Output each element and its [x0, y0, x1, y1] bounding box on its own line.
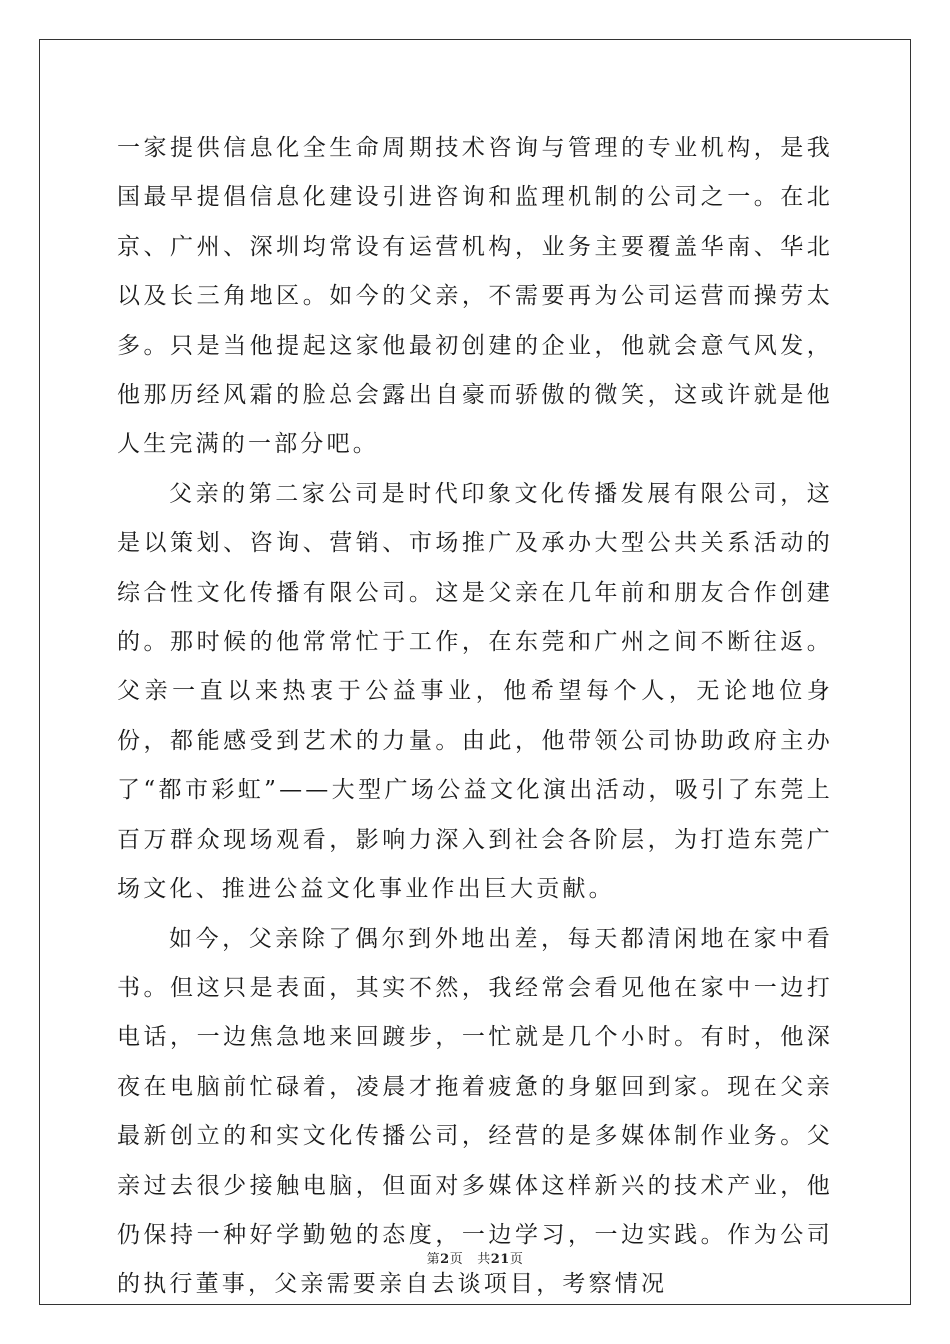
paragraph-3: 如今，父亲除了偶尔到外地出差，每天都清闲地在家中看书。但这只是表面，其实不然，我经常会看见他在家中一边打电话，一边焦急地来回踱步，一忙就是几个小时。有时，他深夜在电脑前忙碌着，凌晨才拖着疲惫的身躯回到家。现在父亲最新创立的和实文化传播公司，经营的是多媒体制作业务。父亲过去很少接触电脑，但面对多媒体这样新兴的技术产业，他仍保持一种好学勤勉的态度，一边学习，一边实践。作为公司的执行董事，父亲需要亲自去谈项目，考察情况 — [117, 925, 833, 1298]
total-prefix: 共 — [477, 1252, 491, 1267]
page-suffix: 页 — [449, 1252, 464, 1267]
total-pages: 21 — [490, 1252, 510, 1267]
page-footer — [0, 1248, 950, 1267]
page-number: 2 — [440, 1252, 450, 1267]
paragraph-1: 一家提供信息化全生命周期技术咨询与管理的专业机构，是我国最早提倡信息化建设引进咨询和监理机制的公司之一。在北京、广州、深圳均常设有运营机构，业务主要覆盖华南、华北以及长三角地区。如今的父亲，不需要再为公司运营而操劳太多。只是当他提起这家他最初创建的企业，他就会意气风发，他那历经风霜的脸总会露出自豪而骄傲的微笑，这或许就是他人生完满的一部分吧。 — [117, 135, 833, 458]
document-body — [117, 124, 833, 1310]
total-suffix: 页 — [509, 1252, 524, 1267]
page-prefix: 第 — [426, 1252, 441, 1267]
paragraph-2: 父亲的第二家公司是时代印象文化传播发展有限公司，这是以策划、咨询、营销、市场推广及承办大型公共关系活动的综合性文化传播有限公司。这是父亲在几年前和朋友合作创建的。那时候的他常常忙于工作，在东莞和广州之间不断往返。父亲一直以来热衷于公益事业，他希望每个人，无论地位身份，都能感受到艺术的力量。由此，他带领公司协助政府主办了“都市彩虹”——大型广场公益文化演出活动，吸引了东莞上百万群众现场观看，影响力深入到社会各阶层，为打造东莞广场文化、推进公益文化事业作出巨大贡献。 — [117, 480, 833, 903]
